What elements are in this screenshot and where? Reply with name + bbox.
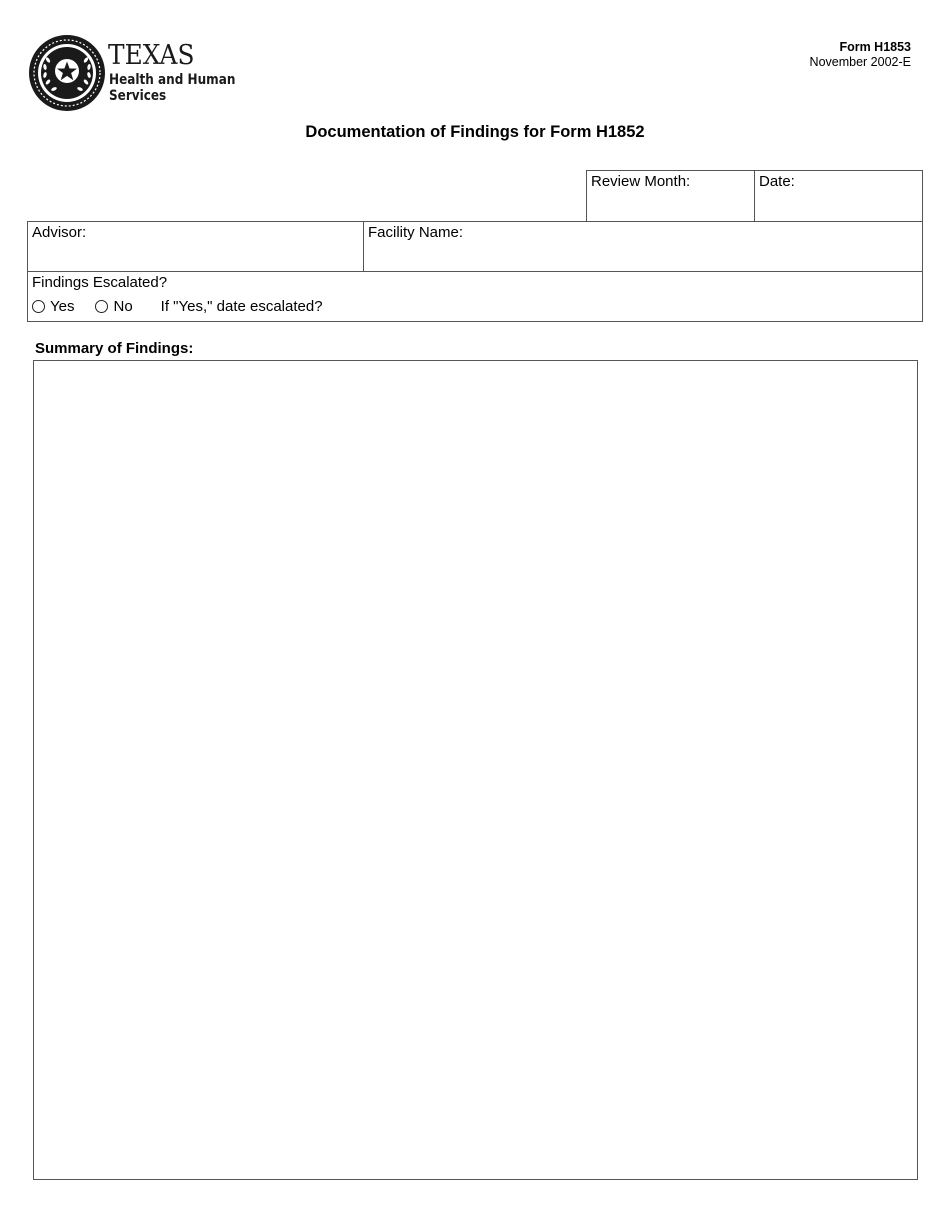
form-revision-date: November 2002-E [809,55,911,69]
form-fields [27,170,923,322]
escalated-yes-option[interactable] [32,298,74,315]
logo-subtitle-line-1: Health and Human [109,72,236,88]
findings-escalated-label: Findings Escalated? [32,274,168,291]
date-escalated-field[interactable] [161,298,323,315]
summary-label: Summary of Findings: [35,340,194,357]
facility-name-field[interactable] [363,221,923,272]
escalation-options [32,298,323,315]
escalated-yes-label: Yes [50,298,75,315]
logo-wordmark: TEXAS [108,40,195,71]
logo-subtitle [109,72,235,104]
escalated-no-label: No [113,298,133,315]
radio-yes-icon[interactable] [32,300,45,313]
page-title: Documentation of Findings for Form H1852 [305,123,645,141]
facility-name-label: Facility Name: [368,224,464,241]
review-month-label: Review Month: [591,173,691,190]
escalated-no-option[interactable] [95,298,132,315]
radio-no-icon[interactable] [95,300,108,313]
texas-seal-icon [28,34,106,112]
advisor-field[interactable] [27,221,364,272]
logo-subtitle-line-2: Services [109,88,167,104]
date-escalated-label: If "Yes," date escalated? [160,298,323,315]
form-number: Form H1853 [839,40,911,54]
summary-textarea[interactable] [33,360,918,1180]
advisor-label: Advisor: [32,224,87,241]
date-field[interactable] [754,170,923,222]
review-month-field[interactable] [586,170,755,222]
findings-escalated-section [27,271,923,322]
agency-logo [28,34,248,112]
form-identifier [810,40,911,70]
date-label: Date: [759,173,795,190]
